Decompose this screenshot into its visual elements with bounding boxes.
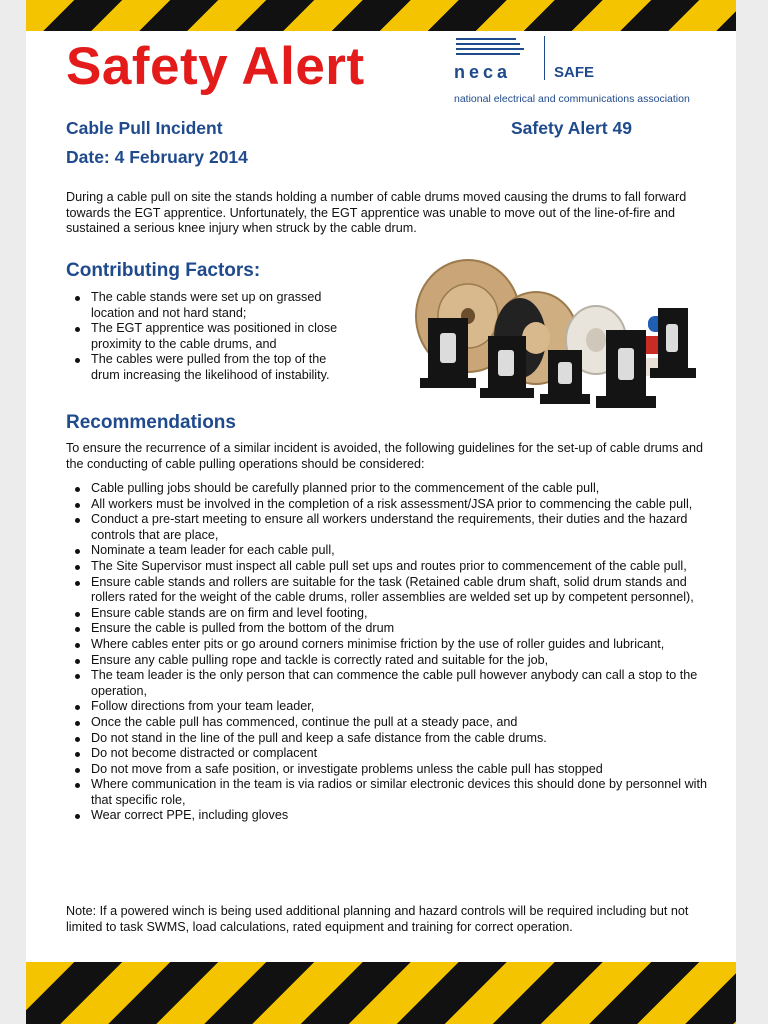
list-item: Where communication in the team is via radios or similar electronic devices this should done by personnel with that specific role, [66,777,711,808]
list-item: Where cables enter pits or go around corners minimise friction by the use of roller guides and lubricant, [66,637,711,653]
cable-drums-photo [408,258,698,428]
list-item: Ensure cable stands and rollers are suitable for the task (Retained cable drum shaft, solid drum stands and rollers rated for the weight of the cable drums, roller assemblies are welded set up by competent personnel), [66,575,711,606]
incident-title: Cable Pull Incident [66,118,223,138]
list-item: The team leader is the only person that can commence the cable pull however anybody can call a stop to the operation, [66,668,711,699]
logo-tagline: national electrical and communications association [454,93,690,105]
list-item: Do not stand in the line of the pull and keep a safe distance from the cable drums. [66,731,711,747]
logo-brand: neca [454,62,512,82]
recommendations-list [66,481,711,824]
list-item: Once the cable pull has commenced, continue the pull at a steady pace, and [66,715,711,731]
intro-paragraph: During a cable pull on site the stands holding a number of cable drums moved causing the drums to fall forward towards the EGT apprentice. Unfortunately, the EGT apprentice was unable to move out of the line-of-fire and sustained a serious knee injury when struck by the cable drum. [66,190,687,236]
list-item: Ensure the cable is pulled from the bottom of the drum [66,621,711,637]
neca-safe-logo [454,36,694,108]
hazard-stripe-bottom [26,962,736,1024]
logo-safe-label: SAFE [554,64,595,81]
list-item: The EGT apprentice was positioned in close proximity to the cable drums, and [66,321,356,352]
list-item: The cables were pulled from the top of the drum increasing the likelihood of instability. [66,352,356,383]
list-item: Ensure any cable pulling rope and tackle is correctly rated and suitable for the job, [66,653,711,669]
alert-date: Date: 4 February 2014 [66,147,248,167]
list-item: Cable pulling jobs should be carefully planned prior to the commencement of the cable pull, [66,481,711,497]
note-paragraph: Note: If a powered winch is being used additional planning and hazard controls will be required including but not limited to task SWMS, load calculations, rated equipment and training for correct operation. [66,904,689,934]
list-item: Do not move from a safe position, or investigate problems unless the cable pull has stopped [66,762,711,778]
contributing-list [66,290,356,384]
safety-alert-page [26,0,736,1024]
list-item: Do not become distracted or complacent [66,746,711,762]
page-title: Safety Alert [66,37,365,96]
logo-lines-icon [454,36,534,60]
list-item: The cable stands were set up on grassed location and not hard stand; [66,290,356,321]
contributing-heading: Contributing Factors: [66,260,261,281]
list-item: Follow directions from your team leader, [66,699,711,715]
list-item: Ensure cable stands are on firm and level footing, [66,606,711,622]
list-item: All workers must be involved in the completion of a risk assessment/JSA prior to commencing the cable pull, [66,497,711,513]
hazard-stripe-top [26,0,736,31]
list-item: The Site Supervisor must inspect all cable pull set ups and routes prior to commencement of the cable pull, [66,559,711,575]
list-item: Conduct a pre-start meeting to ensure all workers understand the requirements, their duties and the hazard controls that are place, [66,512,711,543]
recommendations-intro: To ensure the recurrence of a similar incident is avoided, the following guidelines for the set-up of cable drums and the conducting of cable pulling operations should be considered: [66,441,704,471]
recommendations-heading: Recommendations [66,412,236,433]
alert-number: Safety Alert 49 [511,118,632,138]
list-item: Nominate a team leader for each cable pull, [66,543,711,559]
list-item: Wear correct PPE, including gloves [66,808,711,824]
logo-divider [544,36,545,80]
